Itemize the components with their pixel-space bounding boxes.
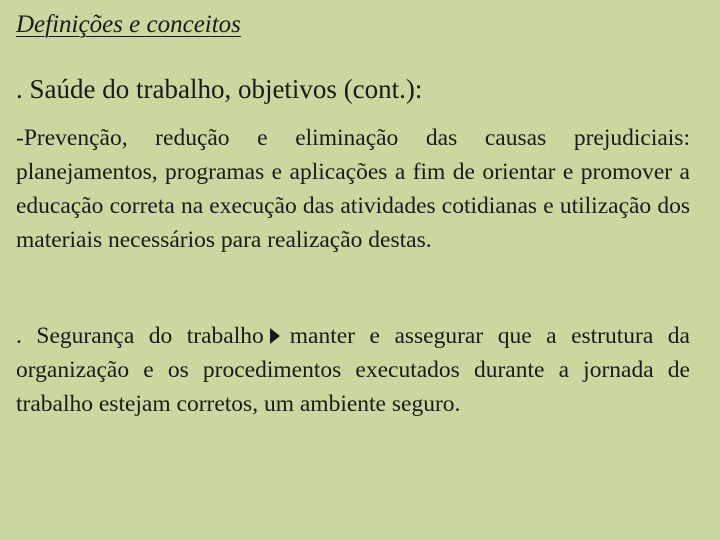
safety-body-text: manter e assegurar que a estrutura da organização e os procedimentos executados durante a jornada de trabalho estejam corretos, um ambiente seguro. (16, 323, 690, 417)
slide-title: Definições e conceitos (16, 11, 241, 38)
prevention-paragraph: -Prevenção, redução e eliminação das causas prejudiciais: planejamentos, programas e aplicações a fim de orientar e promover a educação correta na execução das atividades cotidianas e utilização dos materiais necessários para realização destas. (16, 125, 690, 253)
triangle-right-icon (270, 328, 280, 344)
safety-lead-text: . Segurança do trabalho (16, 323, 264, 349)
safety-paragraph (16, 319, 690, 421)
section-heading: . Saúde do trabalho, objetivos (cont.): (16, 74, 423, 104)
